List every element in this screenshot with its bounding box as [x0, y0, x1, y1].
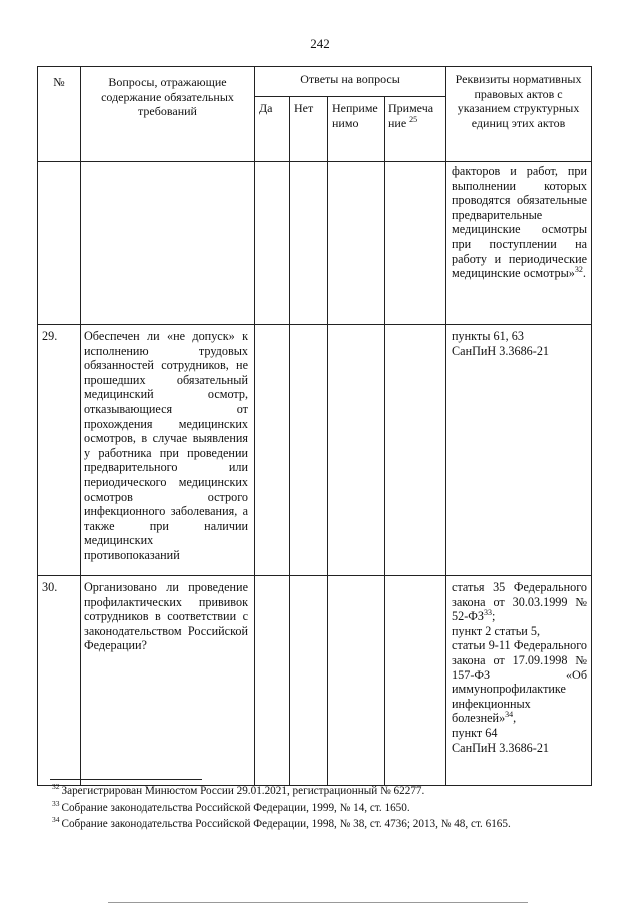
footnote-number: 33 [52, 798, 60, 808]
footnote-ref-33: 33 [484, 608, 493, 618]
answer-na-cell[interactable] [328, 576, 385, 786]
continuation-question-cell [81, 162, 255, 325]
header-na-line1: Неприме [332, 101, 378, 115]
continuation-requisites-cell [446, 162, 592, 325]
answer-note-cell[interactable] [385, 325, 446, 576]
header-requisites: Реквизиты нормативных правовых актов с указанием структурных единиц этих актов [446, 67, 592, 162]
header-na-line2: нимо [332, 115, 359, 130]
row-requisites [446, 576, 592, 786]
answer-yes-cell[interactable] [255, 576, 290, 786]
continuation-requisites-tail: . [582, 266, 586, 281]
requisites-line: , [513, 711, 517, 726]
header-row [38, 67, 592, 97]
footnote-text: Зарегистрирован Минюстом России 29.01.2021, регистрационный № 62277. [61, 785, 425, 797]
requisites-line: статья 35 Федерального закона от 30.03.1999 № 52-ФЗ [452, 580, 588, 624]
requisites-line: СанПиН 3.3686-21 [452, 740, 550, 755]
row-requisites [446, 325, 592, 576]
answer-yes-cell[interactable] [255, 325, 290, 576]
footnote-33 [52, 800, 612, 817]
continuation-note-cell [385, 162, 446, 325]
requisites-line: пункт 64 [452, 725, 498, 740]
footnote-text: Собрание законодательства Российской Федерации, 1999, № 14, ст. 1650. [61, 801, 410, 814]
requisites-line: СанПиН 3.3686-21 [452, 343, 550, 358]
requisites-line: пункты 61, 63 [452, 329, 524, 343]
requisites-block [452, 580, 587, 624]
header-not-applicable [328, 97, 385, 162]
footnote-ref-32: 32 [574, 265, 583, 275]
continuation-na-cell [328, 162, 385, 325]
row-number: 30. [38, 576, 81, 786]
requisites-line: статьи 9-11 Федерального закона от 17.09.1998 № 157-ФЗ «Об иммунопрофилактике инфекционных болезней» [452, 638, 588, 726]
requisites-line: пункт 2 статьи 5, [452, 623, 541, 638]
continuation-row [38, 162, 592, 325]
header-yes: Да [255, 97, 290, 162]
answer-no-cell[interactable] [290, 325, 328, 576]
continuation-num-cell [38, 162, 81, 325]
row-question: Обеспечен ли «не допуск» к исполнению трудовых обязанностей сотрудников, не прошедших обязательный медицинский осмотр, отказывающиеся от прохождения медицинских осмотров, в случае выявления у работника при проведении предварительного или периодического медицинских осмотров острого инфекционного заболевания, а также при наличии медицинских противопоказаний [81, 325, 255, 576]
header-note-line1: Примеча [388, 101, 434, 115]
continuation-requisites-text: факторов и работ, при выполнении которых проводятся обязательные предварительные медицинские осмотры при поступлении на работу и периодические медицинские осмотры» [452, 164, 588, 281]
footnote-separator [50, 779, 202, 780]
header-note-line2: ние [388, 115, 407, 130]
continuation-yes-cell [255, 162, 290, 325]
footnote-34 [52, 816, 612, 833]
answer-na-cell[interactable] [328, 325, 385, 576]
header-answers: Ответы на вопросы [255, 67, 446, 97]
footnote-32 [52, 783, 612, 800]
header-no: Нет [290, 97, 328, 162]
header-note-footnote-ref: 25 [409, 114, 418, 124]
footnote-ref-34: 34 [505, 710, 514, 720]
page-bottom-edge [108, 902, 528, 903]
table-row [38, 576, 592, 786]
answer-no-cell[interactable] [290, 576, 328, 786]
header-number: № [38, 67, 81, 162]
footnote-number: 32 [52, 782, 60, 792]
compliance-checklist-table [37, 66, 592, 786]
table-row [38, 325, 592, 576]
header-note [385, 97, 446, 162]
footnote-number: 34 [52, 815, 60, 825]
page-number: 242 [310, 36, 330, 51]
row-number: 29. [38, 325, 81, 576]
requisites-block [452, 638, 587, 726]
answer-note-cell[interactable] [385, 576, 446, 786]
requisites-line: ; [492, 609, 496, 624]
header-questions: Вопросы, отражающие содержание обязательных требований [81, 67, 255, 162]
footnote-text: Собрание законодательства Российской Федерации, 1998, № 38, ст. 4736; 2013, № 48, ст. 6165. [61, 818, 511, 830]
continuation-no-cell [290, 162, 328, 325]
footnotes [52, 783, 612, 833]
row-question: Организовано ли проведение профилактических прививок сотрудников в соответствии с законодательством Российской Федерации? [81, 576, 255, 786]
